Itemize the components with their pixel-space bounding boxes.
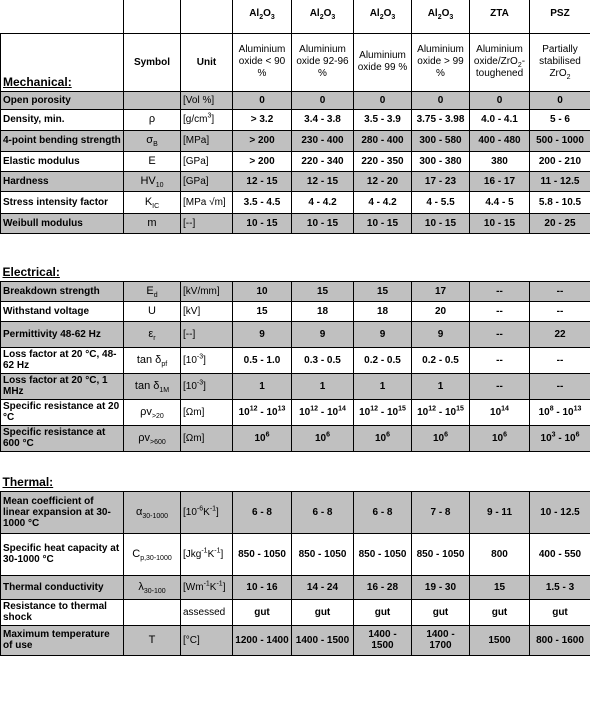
property-value: 9 - 11	[470, 491, 530, 533]
property-value: 15	[470, 575, 530, 599]
property-value: 0	[530, 91, 590, 109]
table-row	[1, 109, 590, 130]
table-row	[1, 91, 590, 109]
material-name	[233, 0, 292, 33]
material-name-text: $Al_2O_3$	[369, 8, 396, 21]
property-symbol: $\lambda_{30-100}$	[124, 575, 181, 599]
material-desc: Aluminium oxide 99 %	[354, 33, 412, 91]
table-row	[1, 321, 590, 347]
material-desc: Partially stabilised ZrO$_2$	[530, 33, 590, 91]
property-name: Specific heat capacity at 30-1000 °C	[1, 533, 124, 575]
property-unit: [GPa]	[181, 151, 233, 171]
property-name: Loss factor at 20 °C, 1 MHz	[1, 373, 124, 399]
property-value: 0.2 - 0.5	[412, 347, 470, 373]
property-value: 18	[354, 301, 412, 321]
property-value: 850 - 1050	[354, 533, 412, 575]
property-value: 4 - 5.5	[412, 191, 470, 213]
property-value: 17	[412, 281, 470, 301]
property-value: 9	[233, 321, 292, 347]
property-name: 4-point bending strength	[1, 130, 124, 151]
material-name	[412, 0, 470, 33]
property-value: 0	[354, 91, 412, 109]
property-symbol: ρ	[124, 109, 181, 130]
material-desc: Aluminium oxide > 99 %	[412, 33, 470, 91]
property-name: Weibull modulus	[1, 213, 124, 233]
property-value: 3.75 - 3.98	[412, 109, 470, 130]
property-unit: [--]	[181, 213, 233, 233]
property-value: $10^{12} - 10^{14}$	[292, 399, 354, 425]
property-unit: $[Jkg^{-1}K^{-1}]$	[181, 533, 233, 575]
property-value: 1	[233, 373, 292, 399]
property-value: 22	[530, 321, 590, 347]
property-name: Density, min.	[1, 109, 124, 130]
property-symbol: m	[124, 213, 181, 233]
property-unit: $[10^{-6}K^{-1}]$	[181, 491, 233, 533]
material-name-text: $Al_2O_3$	[427, 8, 454, 21]
property-value: 20 - 25	[530, 213, 590, 233]
property-value: --	[470, 281, 530, 301]
table-row	[1, 281, 590, 301]
table-row	[1, 599, 590, 625]
property-value: 4.0 - 4.1	[470, 109, 530, 130]
property-value: 10 - 15	[470, 213, 530, 233]
material-desc: Aluminium oxide < 90 %	[233, 33, 292, 91]
property-value: 1	[354, 373, 412, 399]
property-value: 10 - 16	[233, 575, 292, 599]
property-value: 15	[354, 281, 412, 301]
material-name	[354, 0, 412, 33]
table-row	[1, 491, 590, 533]
property-value: 10 - 12.5	[530, 491, 590, 533]
material-name-text: $Al_2O_3$	[309, 8, 336, 21]
property-value: 5.8 - 10.5	[530, 191, 590, 213]
property-value: 400 - 480	[470, 130, 530, 151]
property-value: 3.5 - 4.5	[233, 191, 292, 213]
property-value: 10 - 15	[354, 213, 412, 233]
property-value: 300 - 580	[412, 130, 470, 151]
property-unit: $[g/cm^3]$	[181, 109, 233, 130]
table-row	[1, 151, 590, 171]
property-value: 220 - 350	[354, 151, 412, 171]
property-symbol: U	[124, 301, 181, 321]
material-desc: Aluminium oxide/ZrO$_2$-toughened	[470, 33, 530, 91]
property-value: 14 - 24	[292, 575, 354, 599]
section-title-mechanical: Mechanical:	[1, 33, 124, 91]
property-value: 16 - 28	[354, 575, 412, 599]
property-value: $10^6$	[412, 425, 470, 451]
property-value: 10 - 15	[292, 213, 354, 233]
property-value: 800	[470, 533, 530, 575]
property-value: 1	[412, 373, 470, 399]
property-unit: assessed	[181, 599, 233, 625]
property-value: 1.5 - 3	[530, 575, 590, 599]
property-name: Resistance to thermal shock	[1, 599, 124, 625]
material-description-row	[1, 33, 590, 91]
property-value: > 3.2	[233, 109, 292, 130]
property-name: Permittivity 48-62 Hz	[1, 321, 124, 347]
section-title-row	[1, 476, 590, 491]
property-unit: $[Wm^{-1}K^{-1}]$	[181, 575, 233, 599]
property-value: 300 - 380	[412, 151, 470, 171]
property-unit: [kV]	[181, 301, 233, 321]
electrical-section	[1, 281, 590, 451]
property-value: 380	[470, 151, 530, 171]
property-value: 15	[233, 301, 292, 321]
property-symbol: E	[124, 151, 181, 171]
property-name: Specific resistance at 600 °C	[1, 425, 124, 451]
property-value: 1400 - 1500	[354, 625, 412, 655]
property-unit: [MPa √m]	[181, 191, 233, 213]
property-value: 10 - 15	[412, 213, 470, 233]
property-value: 1400 - 1700	[412, 625, 470, 655]
property-name: Stress intensity factor	[1, 191, 124, 213]
property-value: --	[530, 373, 590, 399]
property-value: $10^{14}$	[470, 399, 530, 425]
property-value: 10 - 15	[233, 213, 292, 233]
property-value: 200 - 210	[530, 151, 590, 171]
property-value: $10^{12} - 10^{15}$	[412, 399, 470, 425]
property-value: 850 - 1050	[412, 533, 470, 575]
property-value: 0.3 - 0.5	[292, 347, 354, 373]
property-value: 19 - 30	[412, 575, 470, 599]
material-name	[470, 0, 530, 33]
property-symbol: $\alpha_{30-1000}$	[124, 491, 181, 533]
table-row	[1, 130, 590, 151]
property-value: gut	[292, 599, 354, 625]
material-name-text: ZTA	[490, 8, 509, 19]
property-unit: [--]	[181, 321, 233, 347]
property-value: 9	[354, 321, 412, 347]
property-value: --	[470, 321, 530, 347]
table-row	[1, 425, 590, 451]
property-name: Maximum temperature of use	[1, 625, 124, 655]
table-row	[1, 301, 590, 321]
property-value: $10^8 - 10^{13}$	[530, 399, 590, 425]
property-value: $10^6$	[354, 425, 412, 451]
property-symbol: $\rho v_{>20}$	[124, 399, 181, 425]
unit-header: Unit	[181, 33, 233, 91]
property-value: > 200	[233, 151, 292, 171]
property-value: $10^3 - 10^6$	[530, 425, 590, 451]
property-value: 12 - 20	[354, 171, 412, 191]
property-value: 1200 - 1400	[233, 625, 292, 655]
property-unit: $[10^{-3}]$	[181, 347, 233, 373]
property-value: 16 - 17	[470, 171, 530, 191]
property-value: --	[530, 301, 590, 321]
property-value: 10	[233, 281, 292, 301]
property-value: > 200	[233, 130, 292, 151]
property-unit: [Ωm]	[181, 399, 233, 425]
material-name	[292, 0, 354, 33]
property-value: 0	[412, 91, 470, 109]
table-row	[1, 575, 590, 599]
section-title-row	[1, 266, 590, 281]
property-name: Thermal conductivity	[1, 575, 124, 599]
property-name: Elastic modulus	[1, 151, 124, 171]
property-name: Hardness	[1, 171, 124, 191]
table-row	[1, 191, 590, 213]
property-symbol	[124, 599, 181, 625]
property-symbol: $\varepsilon_r$	[124, 321, 181, 347]
property-name: Mean coefficient of linear expansion at 30-1000 °C	[1, 491, 124, 533]
property-value: 500 - 1000	[530, 130, 590, 151]
property-symbol: T	[124, 625, 181, 655]
material-name-text: PSZ	[550, 8, 570, 19]
property-unit: [°C]	[181, 625, 233, 655]
table-row	[1, 533, 590, 575]
property-value: gut	[233, 599, 292, 625]
property-unit: [kV/mm]	[181, 281, 233, 301]
property-unit: [Ωm]	[181, 425, 233, 451]
property-value: $10^6$	[233, 425, 292, 451]
property-symbol: $K_{IC}$	[124, 191, 181, 213]
property-value: 400 - 550	[530, 533, 590, 575]
property-value: 17 - 23	[412, 171, 470, 191]
property-value: $10^{12} - 10^{15}$	[354, 399, 412, 425]
property-value: 6 - 8	[354, 491, 412, 533]
property-value: 15	[292, 281, 354, 301]
property-name: Loss factor at 20 °C, 48-62 Hz	[1, 347, 124, 373]
property-value: 1400 - 1500	[292, 625, 354, 655]
property-value: 9	[292, 321, 354, 347]
property-name: Breakdown strength	[1, 281, 124, 301]
property-value: 3.5 - 3.9	[354, 109, 412, 130]
property-value: 4 - 4.2	[292, 191, 354, 213]
property-value: 0	[470, 91, 530, 109]
property-value: 850 - 1050	[233, 533, 292, 575]
property-symbol	[124, 91, 181, 109]
property-unit: [GPa]	[181, 171, 233, 191]
section-spacer	[1, 451, 590, 476]
symbol-header: Symbol	[124, 33, 181, 91]
section-title-electrical: Electrical:	[2, 266, 60, 279]
thermal-section	[1, 491, 590, 655]
section-title-thermal: Thermal:	[2, 476, 54, 489]
table-row	[1, 213, 590, 233]
material-desc: Aluminium oxide 92-96 %	[292, 33, 354, 91]
property-symbol: $\tan \delta_{1M}$	[124, 373, 181, 399]
property-value: 0	[292, 91, 354, 109]
property-value: --	[470, 347, 530, 373]
property-value: --	[470, 373, 530, 399]
property-value: 0	[233, 91, 292, 109]
material-name	[530, 0, 590, 33]
property-value: --	[470, 301, 530, 321]
property-value: --	[530, 347, 590, 373]
property-symbol: $C_{p,30-1000}$	[124, 533, 181, 575]
section-spacer	[1, 233, 590, 266]
table-row	[1, 625, 590, 655]
property-value: 4 - 4.2	[354, 191, 412, 213]
property-symbol: $\tan \delta_{pf}$	[124, 347, 181, 373]
property-value: gut	[470, 599, 530, 625]
table-row	[1, 347, 590, 373]
property-value: 6 - 8	[292, 491, 354, 533]
table-row	[1, 373, 590, 399]
mechanical-section	[1, 91, 590, 233]
property-value: $10^{12} - 10^{13}$	[233, 399, 292, 425]
property-value: 12 - 15	[292, 171, 354, 191]
property-value: gut	[530, 599, 590, 625]
property-unit: [MPa]	[181, 130, 233, 151]
property-value: 3.4 - 3.8	[292, 109, 354, 130]
property-value: gut	[412, 599, 470, 625]
property-symbol: $\sigma_B$	[124, 130, 181, 151]
property-value: 850 - 1050	[292, 533, 354, 575]
property-value: 11 - 12.5	[530, 171, 590, 191]
property-value: 230 - 400	[292, 130, 354, 151]
property-value: $10^6$	[470, 425, 530, 451]
property-value: 9	[412, 321, 470, 347]
property-symbol: $HV_{10}$	[124, 171, 181, 191]
property-value: $10^6$	[292, 425, 354, 451]
property-value: 280 - 400	[354, 130, 412, 151]
property-value: 0.2 - 0.5	[354, 347, 412, 373]
table-row	[1, 171, 590, 191]
property-name: Open porosity	[1, 91, 124, 109]
property-value: 6 - 8	[233, 491, 292, 533]
material-name-row	[1, 0, 590, 33]
property-value: --	[530, 281, 590, 301]
property-value: 800 - 1600	[530, 625, 590, 655]
property-value: 7 - 8	[412, 491, 470, 533]
property-unit: [Vol %]	[181, 91, 233, 109]
property-symbol: $\rho v_{>600}$	[124, 425, 181, 451]
property-value: 4.4 - 5	[470, 191, 530, 213]
property-unit: $[10^{-3}]$	[181, 373, 233, 399]
property-value: 1	[292, 373, 354, 399]
property-value: 0.5 - 1.0	[233, 347, 292, 373]
property-value: 12 - 15	[233, 171, 292, 191]
property-name: Withstand voltage	[1, 301, 124, 321]
table-row	[1, 399, 590, 425]
property-name: Specific resistance at 20 °C	[1, 399, 124, 425]
property-value: 18	[292, 301, 354, 321]
property-value: 220 - 340	[292, 151, 354, 171]
property-symbol: $E_d$	[124, 281, 181, 301]
property-value: 20	[412, 301, 470, 321]
property-value: gut	[354, 599, 412, 625]
property-value: 1500	[470, 625, 530, 655]
property-value: 5 - 6	[530, 109, 590, 130]
material-name-text: $Al_2O_3$	[249, 8, 275, 21]
